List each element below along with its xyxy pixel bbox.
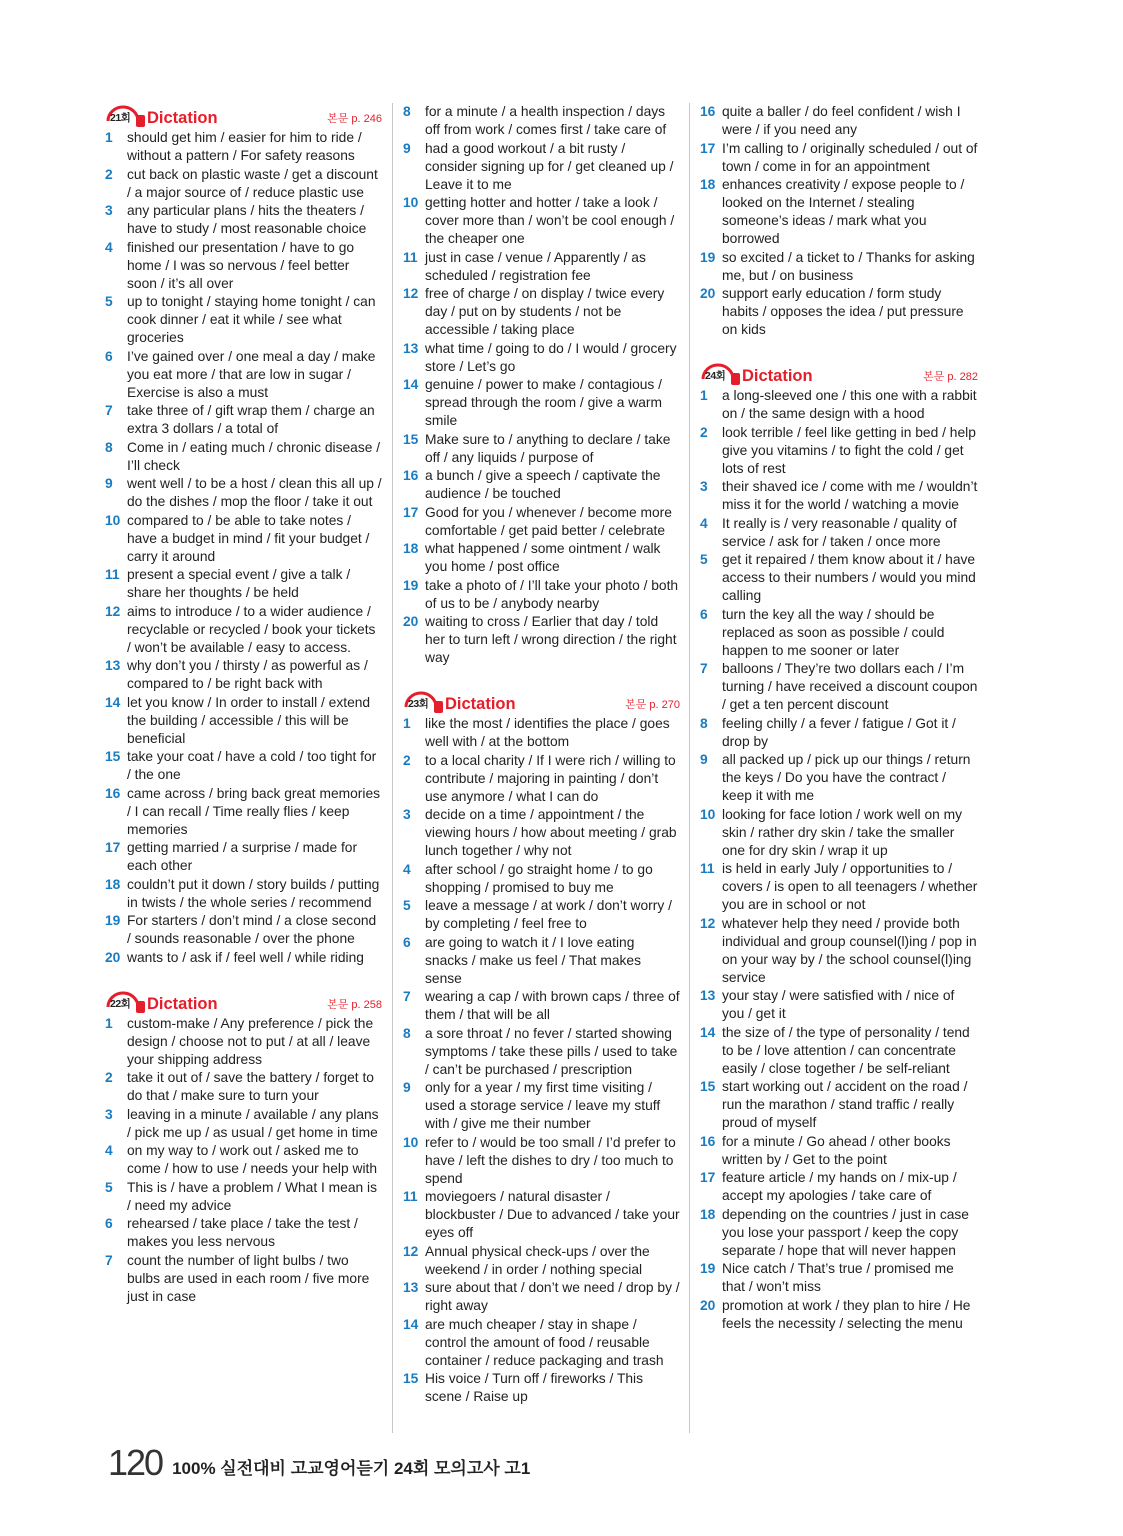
item-number: 8 xyxy=(403,104,411,119)
list-item xyxy=(105,949,382,967)
list-item xyxy=(403,897,680,933)
item-number: 2 xyxy=(105,1070,113,1085)
item-number: 17 xyxy=(700,1170,716,1185)
item-text: count the number of light bulbs / two bulbs are used in each room / five more just in case xyxy=(127,1252,370,1304)
item-number: 18 xyxy=(700,177,716,192)
item-text: Come in / eating much / chronic disease / I’ll check xyxy=(127,439,381,473)
dictation-section-24 xyxy=(700,361,978,1333)
item-number: 6 xyxy=(105,348,113,364)
list-item xyxy=(403,194,680,248)
list-item xyxy=(700,551,978,605)
item-number: 20 xyxy=(700,1297,716,1313)
dictation-section-23-continued xyxy=(700,103,978,339)
dictation-section-22-continued xyxy=(403,103,680,667)
item-number: 20 xyxy=(105,949,121,965)
item-number: 10 xyxy=(403,195,419,210)
item-text: are much cheaper / stay in shape / control the amount of food / reusable container / reduce packaging and trash xyxy=(425,1316,664,1368)
list-item xyxy=(700,660,978,714)
list-item xyxy=(403,752,680,806)
list-item xyxy=(403,140,680,194)
item-text: finished our presentation / have to go home / I was so nervous / feel better soon / it’s all over xyxy=(127,239,355,291)
list-item xyxy=(105,293,382,347)
item-text: getting married / a surprise / made for each other xyxy=(127,840,358,873)
list-item xyxy=(105,239,382,293)
list-item xyxy=(700,860,978,914)
answer-list xyxy=(105,129,382,967)
item-number: 3 xyxy=(700,479,708,494)
list-item xyxy=(105,166,382,202)
list-item xyxy=(700,1297,978,1333)
section-header xyxy=(105,103,382,127)
answer-list xyxy=(403,103,680,667)
item-number: 11 xyxy=(700,861,715,876)
list-item xyxy=(700,103,978,139)
item-number: 16 xyxy=(700,104,716,119)
list-item xyxy=(105,1179,382,1215)
item-number: 19 xyxy=(700,1261,716,1276)
list-item xyxy=(105,1015,382,1069)
list-item xyxy=(105,876,382,912)
item-text: for a minute / Go ahead / other books written by / Get to the point xyxy=(722,1133,951,1167)
list-item xyxy=(403,1316,680,1370)
item-text: leaving in a minute / available / any plans / pick me up / as usual / get home in time xyxy=(127,1106,379,1140)
list-item xyxy=(700,1260,978,1296)
item-text: free of charge / on display / twice every day / put on by students / not be accessible / taking place xyxy=(425,286,665,337)
item-number: 2 xyxy=(105,166,113,182)
item-text: decide on a time / appointment / the viewing hours / how about meeting / grab lunch together / why not xyxy=(425,807,677,858)
list-item xyxy=(700,249,978,285)
item-text: take a photo of / I’ll take your photo / both of us to be / anybody nearby xyxy=(425,577,679,611)
column-3 xyxy=(700,103,978,1355)
page-number: 120 xyxy=(108,1442,163,1483)
item-number: 10 xyxy=(403,1134,419,1150)
list-item xyxy=(700,715,978,751)
item-number: 8 xyxy=(105,439,113,455)
list-item xyxy=(700,1206,978,1260)
answer-list xyxy=(700,387,978,1333)
item-text: waiting to cross / Earlier that day / told her to turn left / wrong direction / the right way xyxy=(425,614,677,665)
list-item xyxy=(403,431,680,467)
list-item xyxy=(105,1106,382,1142)
item-number: 19 xyxy=(105,913,121,928)
answer-list xyxy=(700,103,978,339)
item-number: 16 xyxy=(105,785,121,801)
item-number: 13 xyxy=(403,1280,419,1295)
list-item xyxy=(403,504,680,540)
item-number: 17 xyxy=(700,140,716,156)
list-item xyxy=(403,467,680,503)
item-number: 14 xyxy=(403,377,419,392)
item-text: take it out of / save the battery / forget to do that / make sure to turn your xyxy=(127,1070,374,1103)
list-item xyxy=(105,475,382,511)
item-number: 1 xyxy=(403,716,411,731)
list-item xyxy=(700,1024,978,1078)
item-text: enhances creativity / expose people to / looked on the Internet / stealing someone’s ideas / mark what you borrowed xyxy=(722,177,965,246)
item-text: so excited / a ticket to / Thanks for asking me, but / on business xyxy=(722,249,975,283)
item-number: 17 xyxy=(105,840,121,855)
list-item xyxy=(105,439,382,475)
list-item xyxy=(403,1279,680,1315)
list-item xyxy=(403,1025,680,1079)
item-text: aims to introduce / to a wider audience / recyclable or recycled / book your tickets / won’t be available / easy to access. xyxy=(127,603,376,655)
item-number: 5 xyxy=(700,552,708,567)
item-text: balloons / They’re two dollars each / I’m turning / have received a discount coupon / get a ten percent discount xyxy=(722,661,978,712)
item-number: 12 xyxy=(403,1243,419,1259)
list-item xyxy=(403,285,680,339)
item-number: 5 xyxy=(105,294,113,309)
list-item xyxy=(403,715,680,751)
item-text: the size of / the type of personality / tend to be / love attention / can concentrate easily / close together / be self-reliant xyxy=(722,1024,970,1076)
list-item xyxy=(700,606,978,660)
item-number: 1 xyxy=(105,130,113,145)
list-item xyxy=(700,140,978,176)
item-number: 2 xyxy=(700,424,708,440)
page-footer xyxy=(108,1442,531,1483)
item-text: to a local charity / If I were rich / willing to contribute / majoring in painting / don’t use anymore / what I can do xyxy=(425,752,676,804)
item-text: take three of / gift wrap them / charge an extra 3 dollars / a total of xyxy=(127,403,375,436)
item-text: went well / to be a host / clean this all up / do the dishes / mop the floor / take it out xyxy=(127,476,382,509)
item-text: after school / go straight home / to go shopping / promised to buy me xyxy=(425,861,653,895)
headphones-icon xyxy=(403,689,443,713)
list-item xyxy=(403,1079,680,1133)
item-text: for a minute / a health inspection / days off from work / comes first / take care of xyxy=(425,104,667,137)
item-text: are going to watch it / I love eating snacks / make us feel / That makes sense xyxy=(425,934,641,986)
list-item xyxy=(105,1252,382,1306)
item-text: wearing a cap / with brown caps / three of them / that will be all xyxy=(425,989,680,1022)
list-item xyxy=(105,839,382,875)
list-item xyxy=(105,348,382,402)
item-number: 8 xyxy=(403,1025,411,1041)
item-text: sure about that / don’t we need / drop by / right away xyxy=(425,1280,680,1313)
item-number: 13 xyxy=(700,988,716,1003)
list-item xyxy=(403,540,680,576)
item-text: why don’t you / thirsty / as powerful as / compared to / be right back with xyxy=(127,658,368,691)
list-item xyxy=(700,176,978,248)
item-text: Annual physical check-ups / over the weekend / in order / nothing special xyxy=(425,1243,650,1277)
item-number: 7 xyxy=(700,661,708,676)
list-item xyxy=(700,285,978,339)
item-number: 6 xyxy=(403,934,411,950)
item-number: 20 xyxy=(700,286,716,301)
list-item xyxy=(700,478,978,514)
item-number: 19 xyxy=(403,577,419,593)
item-number: 2 xyxy=(403,752,411,768)
section-header xyxy=(403,689,680,713)
item-text: leave a message / at work / don’t worry / by completing / feel free to xyxy=(425,898,672,931)
item-text: custom-make / Any preference / pick the design / choose not to put / at all / leave your shipping address xyxy=(127,1015,374,1067)
section-badge: 22회 xyxy=(110,997,131,1010)
list-item xyxy=(700,915,978,987)
item-text: had a good workout / a bit rusty / consider signing up for / get cleaned up / Leave it to me xyxy=(425,140,674,192)
item-text: a sore throat / no fever / started showing symptoms / take these pills / used to take / can’t be purchased / prescription xyxy=(425,1025,678,1077)
item-number: 11 xyxy=(403,249,418,265)
item-text: just in case / venue / Apparently / as scheduled / registration fee xyxy=(425,249,646,283)
item-number: 19 xyxy=(700,249,716,265)
item-number: 7 xyxy=(105,1252,113,1268)
item-number: 15 xyxy=(403,1371,419,1386)
item-text: It really is / very reasonable / quality of service / ask for / taken / once more xyxy=(722,515,957,549)
item-number: 5 xyxy=(403,898,411,913)
list-item xyxy=(105,1069,382,1105)
list-item xyxy=(403,376,680,430)
list-item xyxy=(105,402,382,438)
item-text: getting hotter and hotter / take a look / cover more than / won’t be cool enough / the cheaper one xyxy=(425,195,675,246)
list-item xyxy=(105,912,382,948)
item-number: 15 xyxy=(403,431,419,447)
item-number: 10 xyxy=(105,512,121,528)
list-item xyxy=(700,1078,978,1132)
list-item xyxy=(700,806,978,860)
column-divider xyxy=(392,103,393,1433)
item-text: take your coat / have a cold / too tight for / the one xyxy=(127,749,377,782)
item-number: 18 xyxy=(403,541,419,556)
item-text: His voice / Turn off / fireworks / This scene / Raise up xyxy=(425,1371,644,1404)
list-item xyxy=(105,694,382,748)
item-number: 1 xyxy=(105,1015,113,1031)
item-text: support early education / form study habits / opposes the idea / put pressure on kids xyxy=(722,286,964,337)
item-text: For starters / don’t mind / a close second / sounds reasonable / over the phone xyxy=(127,913,377,946)
item-text: promotion at work / they plan to hire / He feels the necessity / selecting the menu xyxy=(722,1297,971,1331)
item-text: start working out / accident on the road / run the marathon / stand traffic / really proud of myself xyxy=(722,1079,968,1130)
list-item xyxy=(403,1370,680,1406)
item-number: 3 xyxy=(105,203,113,218)
item-number: 8 xyxy=(700,715,708,731)
item-text: what happened / some ointment / walk you home / post office xyxy=(425,541,661,574)
item-number: 3 xyxy=(105,1106,113,1122)
item-number: 5 xyxy=(105,1179,113,1195)
item-number: 3 xyxy=(403,807,411,822)
item-text: what time / going to do / I would / grocery store / Let’s go xyxy=(425,340,677,374)
list-item xyxy=(700,424,978,478)
item-number: 7 xyxy=(105,403,113,418)
item-text: moviegoers / natural disaster / blockbuster / Due to advanced / take your eyes off xyxy=(425,1189,680,1240)
item-number: 15 xyxy=(700,1079,716,1094)
list-item xyxy=(403,340,680,376)
item-number: 13 xyxy=(105,658,121,673)
item-text: on my way to / work out / asked me to come / how to use / needs your help with xyxy=(127,1143,378,1176)
item-text: rehearsed / take place / take the test / makes you less nervous xyxy=(127,1216,358,1249)
item-text: only for a year / my first time visiting / used a storage service / leave my stuff with / give me their number xyxy=(425,1080,661,1131)
item-number: 12 xyxy=(700,915,716,931)
section-badge: 23회 xyxy=(408,698,429,710)
section-header xyxy=(700,361,978,385)
answer-list xyxy=(105,1015,382,1306)
item-text: your stay / were satisfied with / nice of you / get it xyxy=(722,988,955,1021)
list-item xyxy=(105,657,382,693)
section-badge: 24회 xyxy=(705,370,726,382)
item-text: all packed up / pick up our things / return the keys / Do you have the contract / keep it with me xyxy=(722,752,971,803)
item-text: couldn’t put it down / story builds / putting in twists / the whole series / recommend xyxy=(127,876,380,910)
headphones-icon xyxy=(105,103,145,127)
item-text: came across / bring back great memories / I can recall / Time really flies / keep memories xyxy=(127,785,381,837)
item-number: 15 xyxy=(105,749,121,764)
list-item xyxy=(403,988,680,1024)
item-number: 16 xyxy=(700,1133,716,1149)
item-text: I’ve gained over / one meal a day / make you eat more / that are low in sugar / Exercise is also a must xyxy=(127,348,376,400)
item-number: 12 xyxy=(105,603,121,619)
item-number: 12 xyxy=(403,286,419,301)
item-number: 6 xyxy=(700,606,708,622)
list-item xyxy=(105,566,382,602)
list-item xyxy=(700,751,978,805)
list-item xyxy=(105,603,382,657)
item-text: depending on the countries / just in case you lose your passport / keep the copy separate / hope that will never happen xyxy=(722,1206,969,1258)
list-item xyxy=(700,1133,978,1169)
column-1 xyxy=(105,103,382,1328)
section-title: Dictation xyxy=(742,367,813,385)
list-item xyxy=(403,934,680,988)
page-reference: 본문 p. 246 xyxy=(327,113,382,125)
section-title: Dictation xyxy=(147,994,218,1013)
list-item xyxy=(105,202,382,238)
list-item xyxy=(403,806,680,860)
item-text: a bunch / give a speech / captivate the audience / be touched xyxy=(425,468,661,501)
item-text: quite a baller / do feel confident / wish I were / if you need any xyxy=(722,104,961,137)
item-text: cut back on plastic waste / get a discount / a major source of / reduce plastic use xyxy=(127,166,378,200)
list-item xyxy=(403,1188,680,1242)
item-text: any particular plans / hits the theaters / have to study / most reasonable choice xyxy=(127,203,367,236)
item-text: get it repaired / them know about it / have access to their numbers / would you mind calling xyxy=(722,552,976,603)
item-text: This is / have a problem / What I mean is / need my advice xyxy=(127,1179,377,1213)
item-text: Make sure to / anything to declare / take off / any liquids / purpose of xyxy=(425,431,671,465)
item-text: whatever help they need / provide both individual and group counsel(l)ing / pop in on your way by / the school counsel(l)ing service xyxy=(722,915,977,985)
item-text: Good for you / whenever / become more comfortable / get paid better / celebrate xyxy=(425,504,672,538)
item-number: 14 xyxy=(105,694,121,710)
list-item xyxy=(403,1134,680,1188)
item-number: 18 xyxy=(700,1206,716,1222)
page-reference: 본문 p. 258 xyxy=(327,998,382,1011)
item-text: should get him / easier for him to ride / without a pattern / For safety reasons xyxy=(127,130,362,163)
item-text: I’m calling to / originally scheduled / out of town / come in for an appointment xyxy=(722,140,978,174)
item-text: up to tonight / staying home tonight / can cook dinner / eat it while / see what groceries xyxy=(127,294,376,345)
item-text: looking for face lotion / work well on my skin / rather dry skin / take the smaller one for dry skin / wrap it up xyxy=(722,806,963,858)
dictation-section-23 xyxy=(403,689,680,1406)
dictation-section-21 xyxy=(105,103,382,967)
item-text: present a special event / give a talk / share her thoughts / be held xyxy=(127,567,351,600)
item-number: 11 xyxy=(105,567,120,582)
list-item xyxy=(700,1169,978,1205)
item-number: 9 xyxy=(403,140,411,156)
item-number: 14 xyxy=(700,1024,716,1040)
item-text: like the most / identifies the place / goes well with / at the bottom xyxy=(425,716,670,749)
list-item xyxy=(105,785,382,839)
list-item xyxy=(403,103,680,139)
item-text: wants to / ask if / feel well / while riding xyxy=(127,949,364,965)
item-number: 4 xyxy=(403,861,411,877)
item-text: turn the key all the way / should be replaced as soon as possible / could happen to me sooner or later xyxy=(722,606,945,658)
item-text: is held in early July / opportunities to / covers / is open to all teenagers / whether you are in school or not xyxy=(722,861,978,912)
item-number: 9 xyxy=(700,752,708,767)
item-text: compared to / be able to take notes / have a budget in mind / fit your budget / carry it around xyxy=(127,512,370,564)
item-text: refer to / would be too small / I’d prefer to have / left the dishes to dry / too much to spend xyxy=(425,1134,676,1186)
list-item xyxy=(105,1142,382,1178)
headphones-icon xyxy=(105,989,145,1013)
item-number: 18 xyxy=(105,876,121,892)
item-number: 4 xyxy=(105,239,113,255)
item-text: genuine / power to make / contagious / spread through the room / give a warm smile xyxy=(425,377,662,428)
item-text: feeling chilly / a fever / fatigue / Got it / drop by xyxy=(722,715,956,749)
item-number: 16 xyxy=(403,468,419,483)
item-number: 10 xyxy=(700,806,716,822)
item-text: Nice catch / That’s true / promised me that / won’t miss xyxy=(722,1261,954,1294)
list-item xyxy=(700,515,978,551)
item-text: their shaved ice / come with me / wouldn’t miss it for the world / watching a movie xyxy=(722,479,978,512)
list-item xyxy=(403,577,680,613)
item-text: feature article / my hands on / mix-up / accept my apologies / take care of xyxy=(722,1170,957,1203)
page-reference: 본문 p. 282 xyxy=(923,371,978,383)
item-number: 9 xyxy=(105,476,113,491)
list-item xyxy=(105,129,382,165)
item-number: 14 xyxy=(403,1316,419,1332)
list-item xyxy=(403,613,680,667)
list-item xyxy=(105,1215,382,1251)
headphones-icon xyxy=(700,361,740,385)
item-number: 17 xyxy=(403,504,419,520)
section-title: Dictation xyxy=(147,109,218,127)
section-header xyxy=(105,989,382,1013)
item-number: 11 xyxy=(403,1189,418,1204)
item-number: 4 xyxy=(700,515,708,531)
list-item xyxy=(700,387,978,423)
column-2 xyxy=(403,103,680,1428)
column-divider xyxy=(689,103,690,1433)
list-item xyxy=(105,512,382,566)
item-number: 20 xyxy=(403,614,419,629)
section-badge: 21회 xyxy=(110,112,131,124)
answer-list xyxy=(403,715,680,1406)
list-item xyxy=(700,987,978,1023)
item-number: 1 xyxy=(700,388,708,403)
list-item xyxy=(403,249,680,285)
item-text: let you know / In order to install / extend the building / accessible / this will be beneficial xyxy=(127,694,371,746)
item-number: 9 xyxy=(403,1080,411,1095)
section-title: Dictation xyxy=(445,695,516,713)
item-number: 7 xyxy=(403,989,411,1004)
list-item xyxy=(105,748,382,784)
list-item xyxy=(403,861,680,897)
dictation-section-22 xyxy=(105,989,382,1306)
item-number: 6 xyxy=(105,1216,113,1231)
item-number: 4 xyxy=(105,1143,113,1158)
item-text: look terrible / feel like getting in bed / help give you vitamins / to fight the cold / get lots of rest xyxy=(722,424,976,476)
book-title: 100% 실전대비 고교영어듣기 24회 모의고사 고1 xyxy=(172,1459,531,1478)
item-number: 13 xyxy=(403,340,419,356)
page-reference: 본문 p. 270 xyxy=(625,699,680,711)
list-item xyxy=(403,1243,680,1279)
item-text: a long-sleeved one / this one with a rabbit on / the same design with a hood xyxy=(722,388,977,421)
